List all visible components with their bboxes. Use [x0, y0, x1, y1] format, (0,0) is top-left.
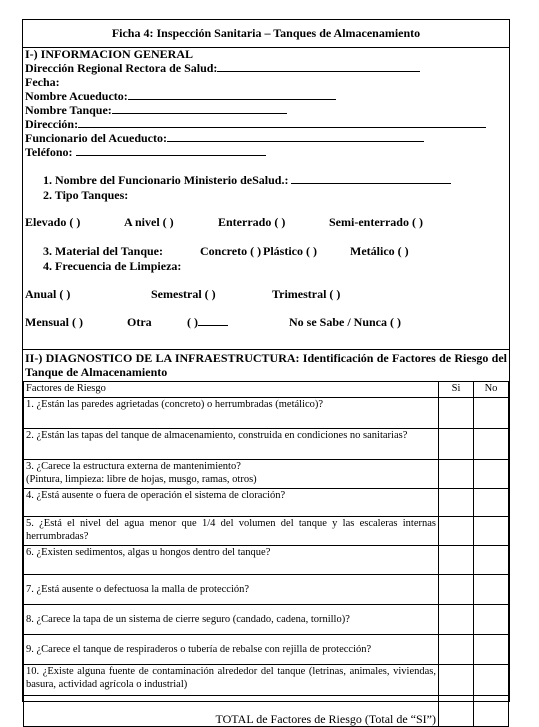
total-no-cell[interactable] — [474, 696, 509, 727]
frecuencia-otra-field[interactable] — [198, 315, 228, 326]
risk-factor-4: 4. ¿Está ausente o fuera de operación el sistema de cloración? — [24, 489, 439, 517]
no-cell[interactable] — [474, 635, 509, 665]
si-cell[interactable] — [439, 429, 474, 460]
risk-factor-9: 9. ¿Carece el tanque de respiraderos o tubería de rebalse con rejilla de protección? — [24, 635, 439, 665]
direccion-row — [25, 117, 486, 131]
si-cell[interactable] — [439, 517, 474, 546]
direccion-regional-field[interactable] — [217, 61, 420, 72]
table-row — [24, 460, 509, 489]
total-label: TOTAL de Factores de Riesgo (Total de “SI”) — [24, 696, 439, 727]
risk-factor-3: 3. ¿Carece la estructura externa de mantenimiento? (Pintura, limpieza: libre de hojas, musgo, ramas, otros) — [24, 460, 439, 489]
table-row — [24, 489, 509, 517]
nombre-acueducto-row — [25, 89, 336, 103]
telefono-row — [25, 145, 266, 159]
factores-header: Factores de Riesgo — [24, 382, 439, 398]
direccion-regional-label: Dirección Regional Rectora de Salud: — [25, 61, 218, 75]
no-cell[interactable] — [474, 398, 509, 429]
general-info-section — [23, 47, 509, 350]
table-row — [24, 575, 509, 605]
nombre-tanque-field[interactable] — [112, 103, 287, 114]
form-title: Ficha 4: Inspección Sanitaria – Tanques de Almacenamiento — [23, 20, 509, 48]
nombre-tanque-row — [25, 103, 287, 117]
no-cell[interactable] — [474, 460, 509, 489]
telefono-label: Teléfono: — [25, 145, 73, 159]
no-cell[interactable] — [474, 546, 509, 575]
nombre-tanque-label: Nombre Tanque: — [25, 103, 112, 117]
frecuencia-mensual-option[interactable]: Mensual ( ) — [25, 315, 83, 329]
table-row — [24, 398, 509, 429]
fecha-row — [25, 75, 60, 89]
frecuencia-trimestral-option[interactable]: Trimestral ( ) — [272, 287, 341, 301]
nombre-acueducto-label: Nombre Acueducto: — [25, 89, 128, 103]
direccion-label: Dirección: — [25, 117, 79, 131]
si-cell[interactable] — [439, 605, 474, 635]
table-row — [24, 429, 509, 460]
risk-factor-5: 5. ¿Está el nivel del agua menor que 1/4 del volumen del tanque y las escaleras internas herrumbradas? — [24, 517, 439, 546]
table-row — [24, 635, 509, 665]
no-cell[interactable] — [474, 575, 509, 605]
section1-title: I-) INFORMACION GENERAL — [25, 47, 193, 61]
no-cell[interactable] — [474, 665, 509, 696]
table-row — [24, 665, 509, 696]
risk-factor-8: 8. ¿Carece la tapa de un sistema de cierre seguro (candado, cadena, tornillo)? — [24, 605, 439, 635]
inspection-form — [22, 19, 510, 726]
table-row — [24, 546, 509, 575]
table-row — [24, 517, 509, 546]
material-plastico-option[interactable]: Plástico ( ) — [263, 244, 317, 258]
si-cell[interactable] — [439, 398, 474, 429]
telefono-field[interactable] — [76, 145, 266, 156]
frecuencia-semestral-option[interactable]: Semestral ( ) — [151, 287, 216, 301]
direccion-field[interactable] — [78, 117, 486, 128]
nombre-acueducto-field[interactable] — [128, 89, 336, 100]
si-cell[interactable] — [439, 635, 474, 665]
item3-label: 3. Material del Tanque: — [43, 244, 164, 258]
si-cell[interactable] — [439, 489, 474, 517]
no-cell[interactable] — [474, 605, 509, 635]
material-concreto-option[interactable]: Concreto ( ) — [200, 244, 262, 258]
si-header: Si — [439, 382, 474, 398]
funcionario-label: Funcionario del Acueducto: — [25, 131, 168, 145]
item1-label: 1. Nombre del Funcionario Ministerio deSalud.: — [43, 173, 289, 187]
risk-factor-2: 2. ¿Están las tapas del tanque de almacenamiento, construida en condiciones no sanitarias? — [24, 429, 439, 460]
direccion-regional-row — [25, 61, 420, 75]
tipo-enterrado-option[interactable]: Enterrado ( ) — [218, 215, 286, 229]
risk-factor-1: 1. ¿Están las paredes agrietadas (concreto) o herrumbradas (metálico)? — [24, 398, 439, 429]
frecuencia-otra-label: Otra — [127, 315, 152, 329]
item1-row — [43, 173, 451, 187]
funcionario-ministerio-field[interactable] — [291, 173, 451, 184]
no-header: No — [474, 382, 509, 398]
item4-label: 4. Frecuencia de Limpieza: — [43, 259, 182, 273]
tipo-semi-enterrado-option[interactable]: Semi-enterrado ( ) — [329, 215, 423, 229]
table-header-row — [24, 382, 509, 398]
risk-factor-6: 6. ¿Existen sedimentos, algas u hongos dentro del tanque? — [24, 546, 439, 575]
frecuencia-nunca-option[interactable]: No se Sabe / Nunca ( ) — [289, 315, 402, 329]
no-cell[interactable] — [474, 489, 509, 517]
si-cell[interactable] — [439, 546, 474, 575]
table-row — [24, 605, 509, 635]
si-cell[interactable] — [439, 460, 474, 489]
fecha-label: Fecha: — [25, 75, 60, 89]
total-row — [24, 696, 509, 727]
risk-factor-7: 7. ¿Está ausente o defectuosa la malla de protección? — [24, 575, 439, 605]
risk-factor-10: 10. ¿Existe alguna fuente de contaminación alrededor del tanque (letrinas, animales, viviendas, basura, actividad agrícola o industrial) — [24, 665, 439, 696]
funcionario-row — [25, 131, 424, 145]
funcionario-field[interactable] — [167, 131, 424, 142]
si-cell[interactable] — [439, 575, 474, 605]
frecuencia-otra-option[interactable] — [187, 315, 228, 329]
tipo-elevado-option[interactable]: Elevado ( ) — [25, 215, 81, 229]
tipo-a-nivel-option[interactable]: A nivel ( ) — [124, 215, 174, 229]
risk-factors-table — [23, 381, 509, 727]
item2-label: 2. Tipo Tanques: — [43, 188, 129, 202]
material-metalico-option[interactable]: Metálico ( ) — [350, 244, 409, 258]
section2-title: II-) DIAGNOSTICO DE LA INFRAESTRUCTURA: Identificación de Factores de Riesgo del Tanque de Almacenamiento — [25, 351, 507, 379]
no-cell[interactable] — [474, 517, 509, 546]
frecuencia-anual-option[interactable]: Anual ( ) — [25, 287, 71, 301]
frecuencia-otra-check[interactable]: ( ) — [187, 315, 198, 329]
total-si-cell[interactable] — [439, 696, 474, 727]
no-cell[interactable] — [474, 429, 509, 460]
si-cell[interactable] — [439, 665, 474, 696]
